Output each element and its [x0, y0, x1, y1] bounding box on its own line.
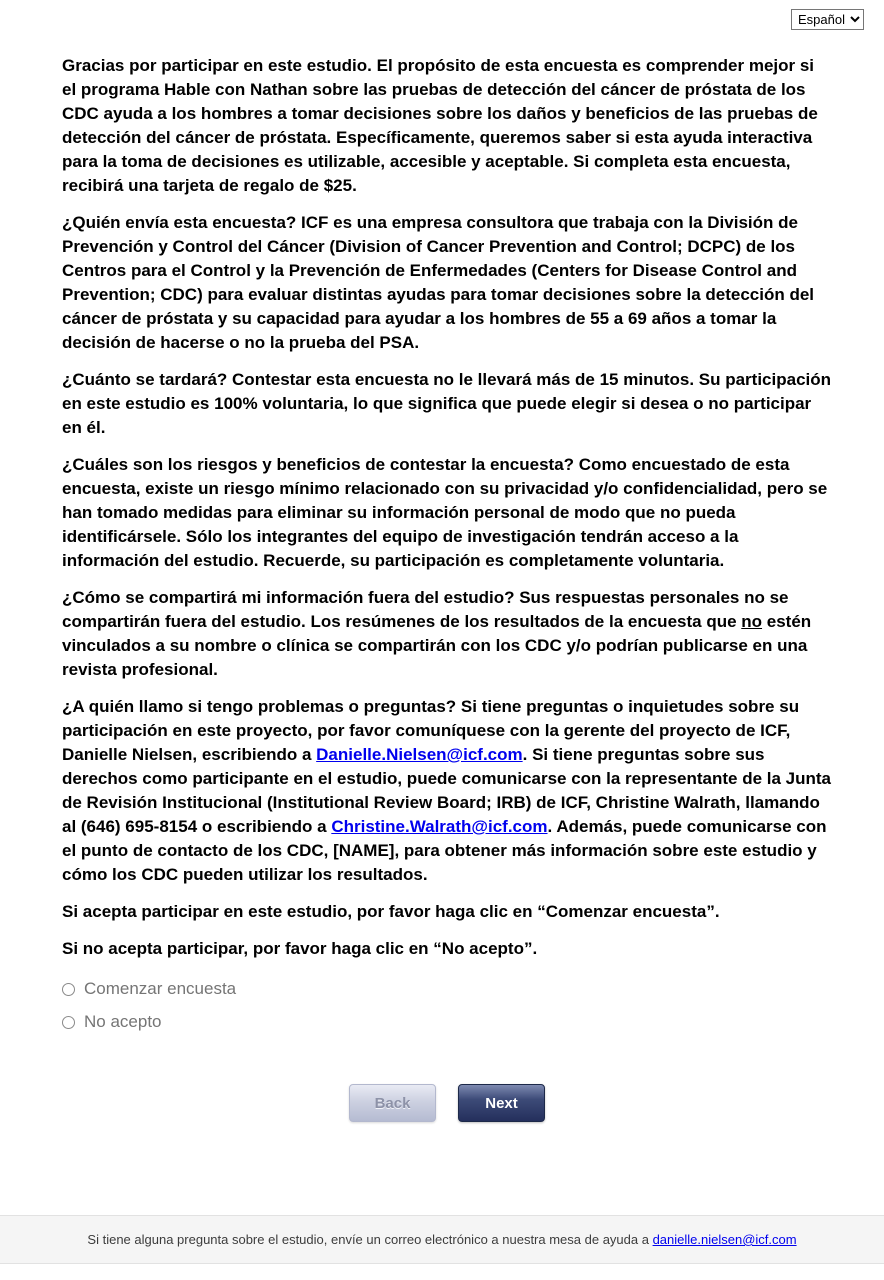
paragraph-risks-benefits: ¿Cuáles son los riesgos y beneficios de contestar la encuesta? Como encuestado de esta encuesta, existe un riesgo mínimo relacionado con su privacidad y/o confidencialidad, pero se han tomado medidas para eliminar su información personal de modo que no pueda identificársele. Sólo los integrantes del equipo de investigación tendrán acceso a la información del estudio. Recuerde, su participación es completamente voluntaria. [62, 455, 828, 570]
info-sharing-underlined-no: no [741, 612, 763, 631]
next-button[interactable]: Next [458, 1084, 545, 1122]
option-label-comenzar-encuesta: Comenzar encuesta [84, 979, 237, 998]
footer-help-bar [0, 1215, 884, 1264]
paragraph-duration: ¿Cuánto se tardará? Contestar esta encuesta no le llevará más de 15 minutos. Su participación en este estudio es 100% voluntaria, lo que significa que puede elegir si desea o no participar en él. [62, 370, 832, 437]
paragraph-info-sharing [62, 586, 832, 682]
email-link-danielle-nielsen[interactable]: Danielle.Nielsen@icf.com [316, 745, 523, 764]
footer-email-link[interactable]: danielle.nielsen@icf.com [652, 1232, 797, 1247]
option-label-no-acepto: No acepto [84, 1012, 162, 1031]
consent-content [0, 30, 884, 1122]
contact-text-b: . Si tiene preguntas sobre sus derechos como participante en el estudio, puede comunicarse con la representante de la Junta de Revisión Institucional (Institutional Review Board; IRB) de ICF, Christine Walrath, llamando al (646) 695-8154 o escribiendo a [62, 745, 832, 836]
consent-options [62, 979, 832, 1032]
paragraph-decline-instruction: Si no acepta participar, por favor haga clic en “No acepto”. [62, 939, 538, 958]
back-button[interactable]: Back [349, 1084, 436, 1122]
footer-help-text: Si tiene alguna pregunta sobre el estudio, envíe un correo electrónico a nuestra mesa de ayuda a [87, 1232, 653, 1247]
email-link-christine-walrath[interactable]: Christine.Walrath@icf.com [331, 817, 548, 836]
language-selector-row [0, 0, 884, 30]
contact-text-a: ¿A quién llamo si tengo problemas o preguntas? Si tiene preguntas o inquietudes sobre su participación en este proyecto, por favor comuníquese con la gerente del proyecto de ICF, Danielle Nielsen, escribiendo a [62, 697, 800, 764]
info-sharing-text-a: ¿Cómo se compartirá mi información fuera del estudio? Sus respuestas personales no se compartirán fuera del estudio. Los resúmenes de los resultados de la encuesta que [62, 588, 789, 631]
navigation-buttons [62, 1084, 832, 1122]
paragraph-intro: Gracias por participar en este estudio. El propósito de esta encuesta es comprender mejor si el programa Hable con Nathan sobre las pruebas de detección del cáncer de próstata de los CDC ayuda a los hombres a tomar decisiones sobre los daños y beneficios de las pruebas de detección del cáncer de próstata. Específicamente, queremos saber si esta ayuda interactiva para la toma de decisiones es utilizable, accesible y aceptable. Si completa esta encuesta, recibirá una tarjeta de regalo de $25. [62, 56, 818, 195]
paragraph-contact [62, 695, 832, 887]
paragraph-accept-instruction: Si acepta participar en este estudio, por favor haga clic en “Comenzar encuesta”. [62, 902, 720, 921]
option-no-acepto[interactable] [62, 1012, 832, 1032]
radio-button-icon[interactable] [62, 1016, 75, 1029]
radio-button-icon[interactable] [62, 983, 75, 996]
option-comenzar-encuesta[interactable] [62, 979, 832, 999]
paragraph-who-sends: ¿Quién envía esta encuesta? ICF es una empresa consultora que trabaja con la División de Prevención y Control del Cáncer (Division of Cancer Prevention and Control; DCPC) de los Centros para el Control y la Prevención de Enfermedades (Centers for Disease Control and Prevention; CDC) para evaluar distintas ayudas para tomar decisiones sobre la detección del cáncer de próstata y su capacidad para ayudar a los hombres de 55 a 69 años a tomar la decisión de hacerse o no la prueba del PSA. [62, 213, 815, 352]
contact-text-c: . Además, puede comunicarse con el punto de contacto de los CDC, [NAME], para obtener más información sobre este estudio y cómo los CDC pueden utilizar los resultados. [62, 817, 827, 884]
info-sharing-text-b: estén vinculados a su nombre o clínica se compartirán con los CDC y/o podrían publicarse en una revista profesional. [62, 612, 812, 679]
language-select[interactable] [791, 9, 864, 30]
